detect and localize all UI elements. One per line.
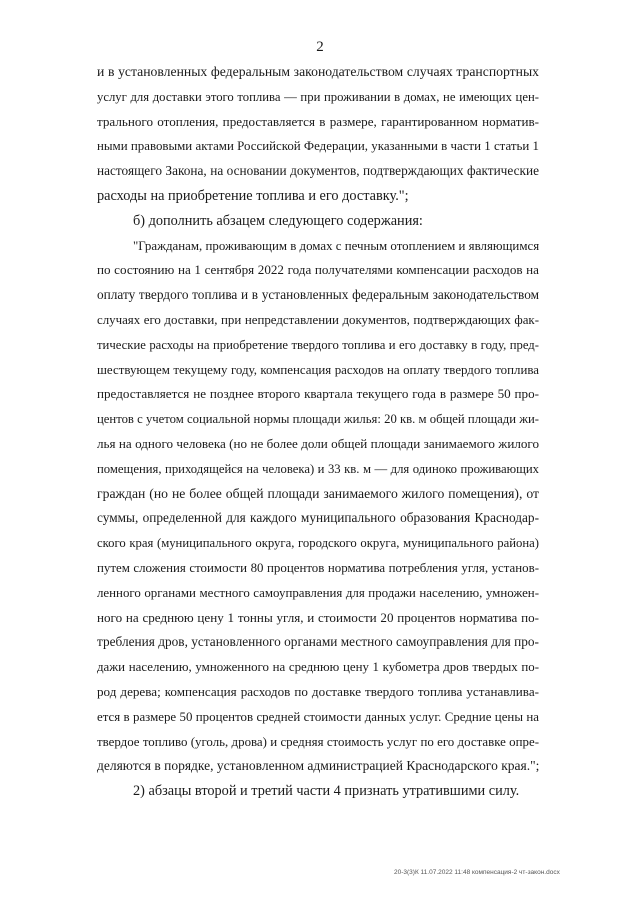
text-line: требления дров, установленного органами местного самоуправления для про- (97, 634, 539, 650)
text-line: деляются в порядке, установленном администрацией Краснодарского края."; (97, 758, 539, 774)
text-line: центов с учетом социальной нормы площади жилья: 20 кв. м общей площади жи- (97, 412, 539, 427)
text-line: предоставляется не позднее второго квартала текущего года в размере 50 про- (97, 386, 539, 402)
text-line: шествующем текущему году, компенсация расходов на оплату твердого топлива (97, 362, 539, 377)
text-line: услуг для доставки этого топлива — при проживании в домах, не имеющих цен- (97, 89, 539, 104)
text-line: путем сложения стоимости 80 процентов норматива потребления угля, установ- (97, 560, 539, 575)
text-line: твердое топливо (уголь, дрова) и средняя стоимость услуг по его доставке опре- (97, 734, 539, 749)
text-line: ского края (муниципального округа, городского округа, муниципального района) (97, 536, 539, 551)
text-line: расходы на приобретение топлива и его доставку."; (97, 187, 409, 204)
text-line: лья на одного человека (но не более доли общей площади занимаемого жилого (97, 435, 539, 451)
footer-file-code: 20-3(3)К 11.07.2022 11:48 компенсация-2 чт-закон.docx (394, 869, 560, 876)
text-line: и в установленных федеральным законодательством случаях транспортных (97, 64, 539, 79)
text-line: ного на среднюю цену 1 тонны угля, и стоимости 20 процентов норматива по- (97, 609, 539, 625)
text-line: по состоянию на 1 сентября 2022 года получателями компенсации расходов на (97, 262, 539, 278)
text-line: дажи населению, умноженного на среднюю цену 1 кубометра дров твердых по- (97, 660, 539, 675)
text-line: ется в размере 50 процентов средней стоимости данных услуг. Средние цены на (97, 709, 539, 724)
text-line: настоящего Закона, на основании документов, подтверждающих фактические (97, 163, 539, 179)
page-number: 2 (316, 39, 324, 55)
text-line: помещения, приходящейся на человека) и 33 кв. м — для одиноко проживающих (97, 461, 539, 476)
text-line: "Гражданам, проживающим в домах с печным отоплением и являющимся (133, 238, 539, 253)
text-line: оплату твердого топлива и в установленных федеральным законодательством (97, 287, 539, 303)
text-line: трального отопления, предоставляется в размере, гарантированном норматив- (97, 113, 539, 129)
text-line: ными правовыми актами Российской Федерации, указанными в части 1 статьи 1 (97, 139, 539, 154)
text-line: род дерева; компенсация расходов по доставке твердого топлива устанавлива- (97, 683, 539, 699)
document-body (97, 60, 539, 804)
text-line: б) дополнить абзацем следующего содержания: (133, 212, 423, 229)
text-line: 2) абзацы второй и третий части 4 признать утратившими силу. (133, 783, 520, 800)
text-line: граждан (но не более общей площади занимаемого жилого помещения), от (97, 485, 539, 501)
text-line: случаях его доставки, при непредставлении документов, подтверждающих фак- (97, 312, 539, 327)
text-line: тические расходы на приобретение твердого топлива и его доставку в году, пред- (97, 337, 539, 352)
text-line: суммы, определенной для каждого муниципального образования Краснодар- (97, 510, 539, 526)
text-line: ленного органами местного самоуправления для продажи населению, умножен- (97, 585, 539, 600)
